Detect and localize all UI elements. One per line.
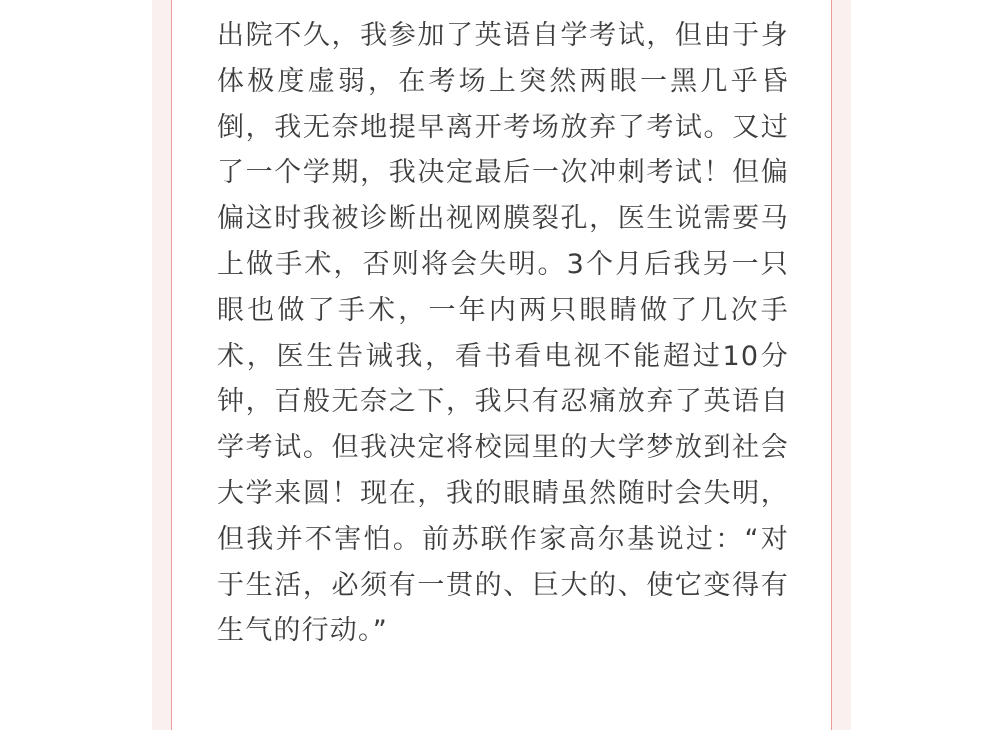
left-decorative-band xyxy=(152,0,171,730)
article-paragraph: 出院不久，我参加了英语自学考试，但由于身体极度虚弱，在考场上突然两眼一黑几乎昏倒，我无奈地提早离开考场放弃了考试。又过了一个学期，我决定最后一次冲刺考试！但偏偏这时我被诊断出视网膜裂孔，医生说需要马上做手术，否则将会失明。3个月后我另一只眼也做了手术，一年内两只眼睛做了几次手术，医生告诫我，看书看电视不能超过10分钟，百般无奈之下，我只有忍痛放弃了英语自学考试。但我决定将校园里的大学梦放到社会大学来圆！现在，我的眼睛虽然随时会失明，但我并不害怕。前苏联作家高尔基说过：“对于生活，必须有一贯的、巨大的、使它变得有生气的行动。” xyxy=(217,20,789,647)
article-card xyxy=(171,0,832,730)
right-decorative-band xyxy=(832,0,851,730)
